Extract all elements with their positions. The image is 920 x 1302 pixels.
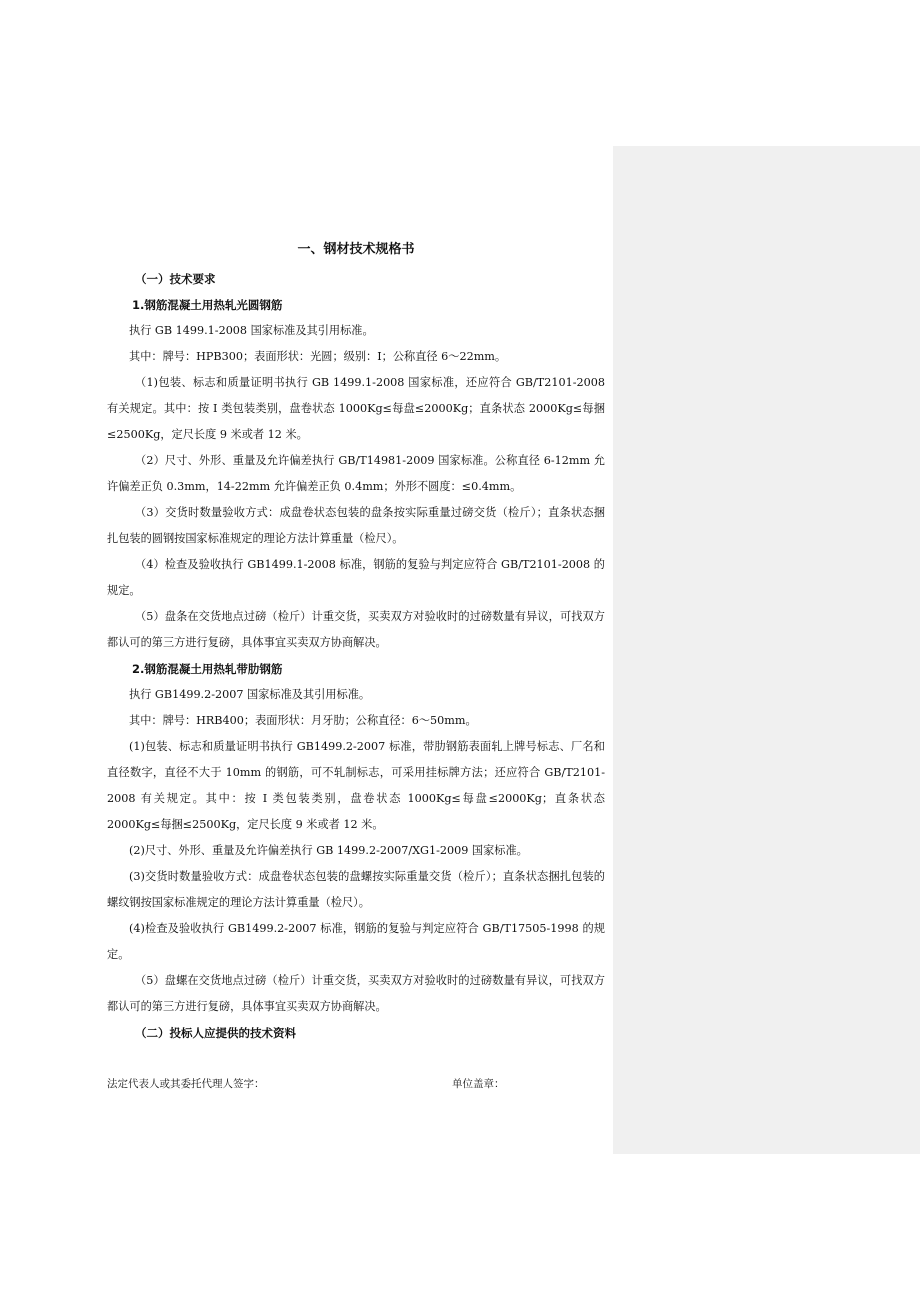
paragraph: 其中：牌号：HPB300；表面形状：光圆；级别：I；公称直径 6～22mm。: [129, 350, 507, 363]
representative-signature-label: 法定代表人或其委托代理人签字：: [107, 1078, 265, 1090]
paragraph: (4)检查及验收执行 GB1499.2-2007 标准，钢筋的复验与判定应符合 GB/T17505-1998 的规定。: [107, 922, 605, 961]
paragraph: （3）交货时数量验收方式：成盘卷状态包装的盘条按实际重量过磅交货（检斤）；直条状态捆扎包装的圆钢按国家标准规定的理论方法计算重量（检尺）。: [107, 506, 605, 545]
paragraph: (2)尺寸、外形、重量及允许偏差执行 GB 1499.2-2007/XG1-2009 国家标准。: [129, 844, 528, 857]
paragraph: 其中：牌号：HRB400；表面形状：月牙肋；公称直径：6～50mm。: [129, 714, 477, 727]
section-heading-technical-requirements: （一）技术要求: [135, 272, 216, 286]
paragraph: (1)包装、标志和质量证明书执行 GB1499.2-2007 标准，带肋钢筋表面轧上牌号标志、厂名和直径数字，直径不大于 10mm 的钢筋，可不轧制标志，可采用挂标牌方法；还应符合 GB/T2101-2008 有关规定。其中：按 I 类包装类别，盘卷状态 1000Kg≤每盘≤2000Kg；直条状态 2000Kg≤每捆≤2500Kg，定尺长度 9 米或者 12 米。: [107, 740, 605, 831]
section-heading-technical-documents: （二）投标人应提供的技术资料: [135, 1026, 296, 1040]
paragraph: （5）盘螺在交货地点过磅（检斤）计重交货，买卖双方对验收时的过磅数量有异议，可找双方都认可的第三方进行复磅，具体事宜买卖双方协商解决。: [107, 974, 605, 1013]
paragraph: （5）盘条在交货地点过磅（检斤）计重交货，买卖双方对验收时的过磅数量有异议，可找双方都认可的第三方进行复磅，具体事宜买卖双方协商解决。: [107, 610, 605, 649]
company-seal-label: 单位盖章：: [452, 1078, 505, 1090]
document-body: [107, 240, 605, 1046]
item-heading-ribbed-bar: 2.钢筋混凝土用热轧带肋钢筋: [132, 662, 283, 676]
paragraph: （4）检查及验收执行 GB1499.1-2008 标准，钢筋的复验与判定应符合 GB/T2101-2008 的规定。: [107, 558, 605, 597]
paragraph: 执行 GB1499.2-2007 国家标准及其引用标准。: [129, 688, 371, 701]
comment-pane: [613, 146, 920, 1154]
paragraph: （2）尺寸、外形、重量及允许偏差执行 GB/T14981-2009 国家标准。公称直径 6-12mm 允许偏差正负 0.3mm，14-22mm 允许偏差正负 0.4mm；外形不圆度：≤0.4mm。: [107, 454, 605, 493]
paragraph: （1)包装、标志和质量证明书执行 GB 1499.1-2008 国家标准，还应符合 GB/T2101-2008 有关规定。其中：按 I 类包装类别，盘卷状态 1000Kg≤每盘≤2000Kg；直条状态 2000Kg≤每捆≤2500Kg，定尺长度 9 米或者 12 米。: [107, 376, 605, 441]
item-heading-plain-bar: 1.钢筋混凝土用热轧光圆钢筋: [132, 298, 283, 312]
paragraph: 执行 GB 1499.1-2008 国家标准及其引用标准。: [129, 324, 374, 337]
page-title: 一、钢材技术规格书: [297, 242, 415, 257]
paragraph: (3)交货时数量验收方式：成盘卷状态包装的盘螺按实际重量交货（检斤）；直条状态捆扎包装的螺纹钢按国家标准规定的理论方法计算重量（检尺）。: [107, 870, 605, 909]
